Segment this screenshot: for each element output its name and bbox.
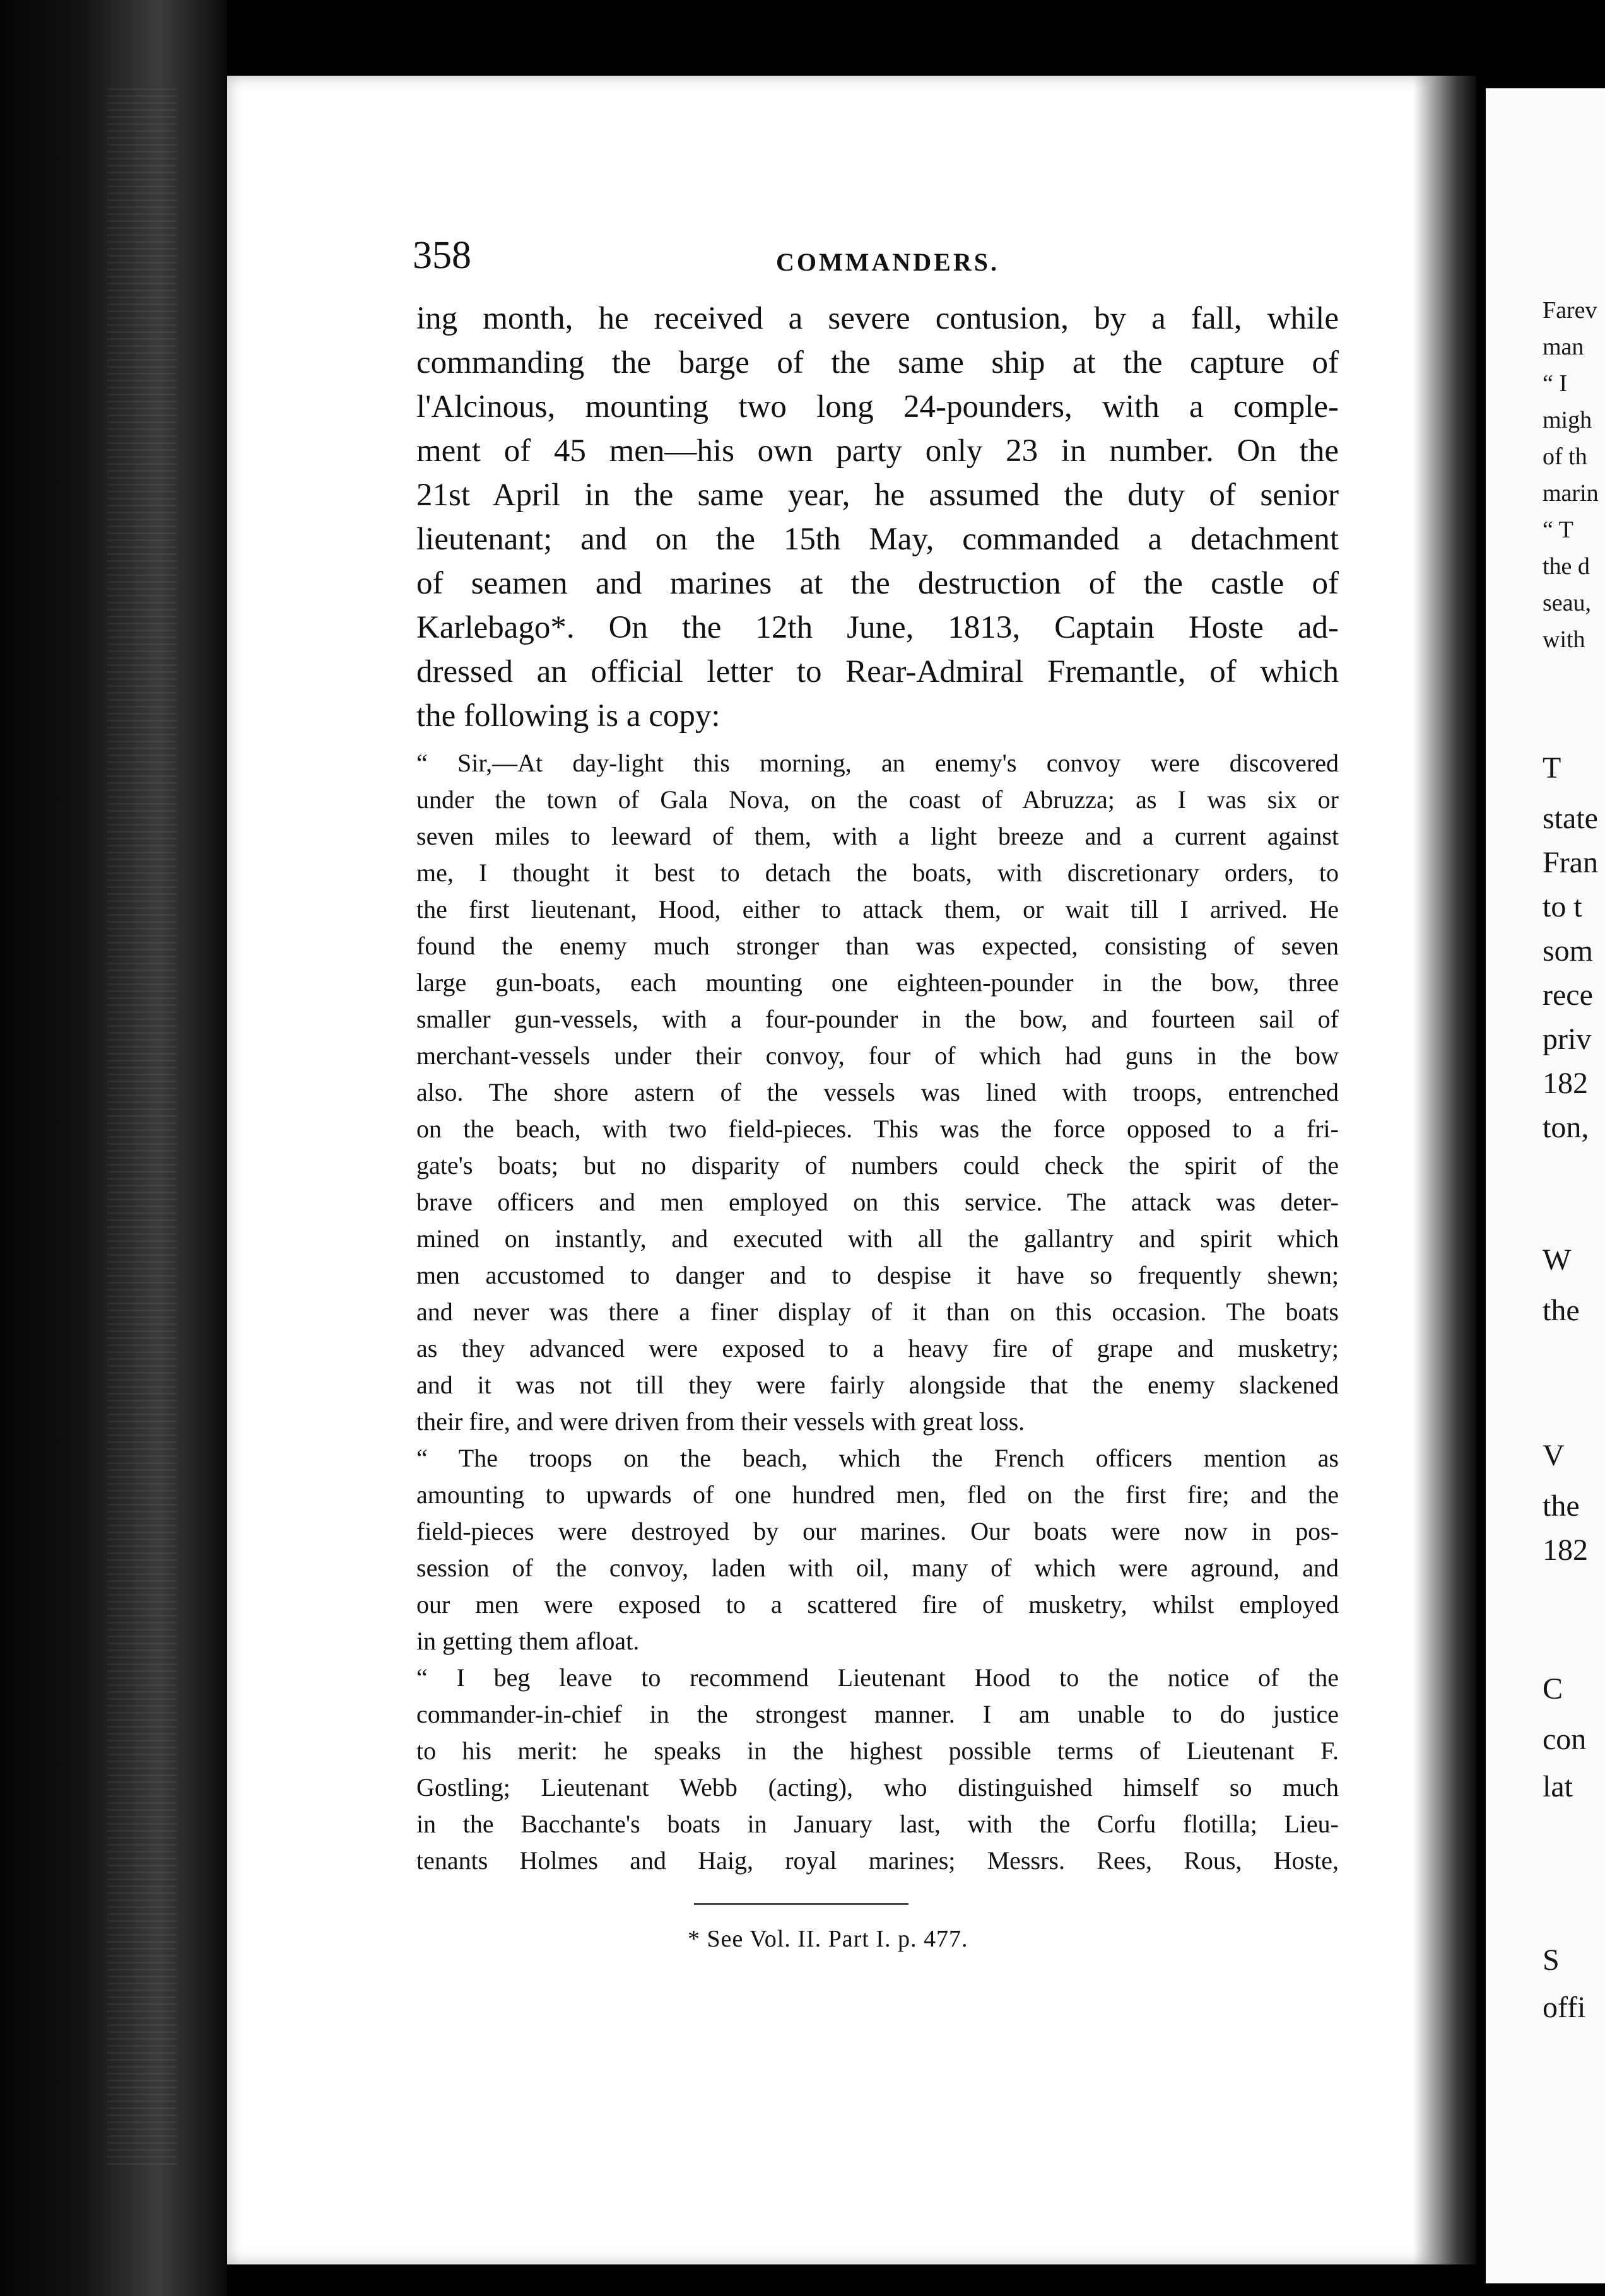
quote-line: “ I beg leave to recommend Lieutenant Hood to the notice of the: [416, 1663, 1339, 1692]
quote-line: commander-in-chief in the strongest manner. I am unable to do justice: [416, 1700, 1339, 1728]
facing-line: T: [1543, 751, 1561, 785]
facing-line: lat: [1543, 1770, 1573, 1803]
page-number: 358: [413, 234, 471, 277]
quote-line: field-pieces were destroyed by our marines. Our boats were now in pos-: [416, 1517, 1339, 1545]
facing-line: to t: [1543, 890, 1582, 923]
quote-line: me, I thought it best to detach the boats, with discretionary orders, to: [416, 858, 1339, 887]
facing-line: “ T: [1543, 517, 1573, 543]
text-line: ment of 45 men—his own party only 23 in number. On the: [416, 433, 1339, 469]
facing-line: man: [1543, 334, 1584, 360]
quote-line: “ Sir,—At day-light this morning, an enemy's convoy were discovered: [416, 749, 1339, 777]
quote-line: large gun-boats, each mounting one eighteen-pounder in the bow, three: [416, 968, 1339, 997]
facing-page: [1486, 88, 1605, 2283]
facing-line: 182: [1543, 1067, 1588, 1100]
text-line: lieutenant; and on the 15th May, commanded a detachment: [416, 522, 1339, 557]
quote-line: under the town of Gala Nova, on the coast of Abruzza; as I was six or: [416, 785, 1339, 814]
text-line: 21st April in the same year, he assumed the duty of senior: [416, 477, 1339, 513]
facing-line: with: [1543, 626, 1585, 653]
quote-line: “ The troops on the beach, which the French officers mention as: [416, 1444, 1339, 1472]
text-line: dressed an official letter to Rear-Admiral Fremantle, of which: [416, 654, 1339, 689]
quote-line: and never was there a finer display of it than on this occasion. The boats: [416, 1297, 1339, 1326]
facing-line: the d: [1543, 553, 1590, 580]
facing-line: “ I: [1543, 370, 1568, 397]
quote-line: and it was not till they were fairly alongside that the enemy slackened: [416, 1371, 1339, 1399]
quote-line: found the enemy much stronger than was expected, consisting of seven: [416, 932, 1339, 960]
quote-line: in the Bacchante's boats in January last, with the Corfu flotilla; Lieu-: [416, 1810, 1339, 1838]
footnote: * See Vol. II. Part I. p. 477.: [688, 1926, 968, 1952]
quote-line: gate's boats; but no disparity of numbers could check the spirit of the: [416, 1151, 1339, 1180]
facing-line: ton,: [1543, 1111, 1589, 1144]
facing-line: rece: [1543, 978, 1593, 1012]
facing-line: som: [1543, 934, 1594, 968]
footnote-rule: [694, 1903, 908, 1905]
facing-line: V: [1543, 1439, 1565, 1472]
quote-line: their fire, and were driven from their vessels with great loss.: [416, 1407, 1025, 1436]
quote-line: on the beach, with two field-pieces. This was the force opposed to a fri-: [416, 1115, 1339, 1143]
facing-line: seau,: [1543, 590, 1592, 616]
text-line: Karlebago*. On the 12th June, 1813, Captain Hoste ad-: [416, 610, 1339, 645]
quote-line: men accustomed to danger and to despise it have so frequently shewn;: [416, 1261, 1339, 1289]
quote-line: mined on instantly, and executed with all the gallantry and spirit which: [416, 1224, 1339, 1253]
facing-line: the: [1543, 1294, 1580, 1327]
facing-line: con: [1543, 1723, 1587, 1756]
facing-line: W: [1543, 1243, 1572, 1277]
text-line: l'Alcinous, mounting two long 24-pounders, with a comple-: [416, 389, 1339, 425]
quote-line: Gostling; Lieutenant Webb (acting), who distinguished himself so much: [416, 1773, 1339, 1801]
facing-line: 182: [1543, 1533, 1588, 1567]
quote-line: also. The shore astern of the vessels was lined with troops, entrenched: [416, 1078, 1339, 1106]
facing-line: C: [1543, 1672, 1563, 1706]
quote-line: merchant-vessels under their convoy, four of which had guns in the bow: [416, 1041, 1339, 1070]
facing-line: marin: [1543, 480, 1599, 507]
facing-line: Farev: [1543, 297, 1597, 324]
facing-line: migh: [1543, 407, 1592, 433]
quote-line: in getting them afloat.: [416, 1627, 640, 1655]
quote-line: tenants Holmes and Haig, royal marines; Messrs. Rees, Rous, Hoste,: [416, 1846, 1339, 1875]
facing-line: state: [1543, 802, 1598, 835]
text-line: commanding the barge of the same ship at the capture of: [416, 345, 1339, 380]
quote-line: our men were exposed to a scattered fire of musketry, whilst employed: [416, 1590, 1339, 1619]
facing-line: S: [1543, 1943, 1560, 1977]
running-title: COMMANDERS.: [776, 248, 999, 276]
quote-line: the first lieutenant, Hood, either to attack them, or wait till I arrived. He: [416, 895, 1339, 923]
text-line: ing month, he received a severe contusion, by a fall, while: [416, 301, 1339, 336]
facing-line: offi: [1543, 1991, 1586, 2024]
facing-line: the: [1543, 1489, 1580, 1523]
quote-line: seven miles to leeward of them, with a light breeze and a current against: [416, 822, 1339, 850]
quote-line: session of the convoy, laden with oil, many of which were aground, and: [416, 1554, 1339, 1582]
page-gutter-shadow: [1413, 76, 1476, 2264]
quote-line: to his merit: he speaks in the highest possible terms of Lieutenant F.: [416, 1737, 1339, 1765]
quote-line: as they advanced were exposed to a heavy fire of grape and musketry;: [416, 1334, 1339, 1362]
facing-line: Fran: [1543, 846, 1598, 879]
text-line: of seamen and marines at the destruction of the castle of: [416, 566, 1339, 601]
quote-line: smaller gun-vessels, with a four-pounder in the bow, and fourteen sail of: [416, 1005, 1339, 1033]
book-spine: [0, 0, 227, 2296]
text-line: the following is a copy:: [416, 698, 720, 734]
facing-line: priv: [1543, 1022, 1592, 1056]
facing-line: of th: [1543, 443, 1587, 470]
quote-line: brave officers and men employed on this service. The attack was deter-: [416, 1188, 1339, 1216]
quote-line: amounting to upwards of one hundred men, fled on the first fire; and the: [416, 1480, 1339, 1509]
